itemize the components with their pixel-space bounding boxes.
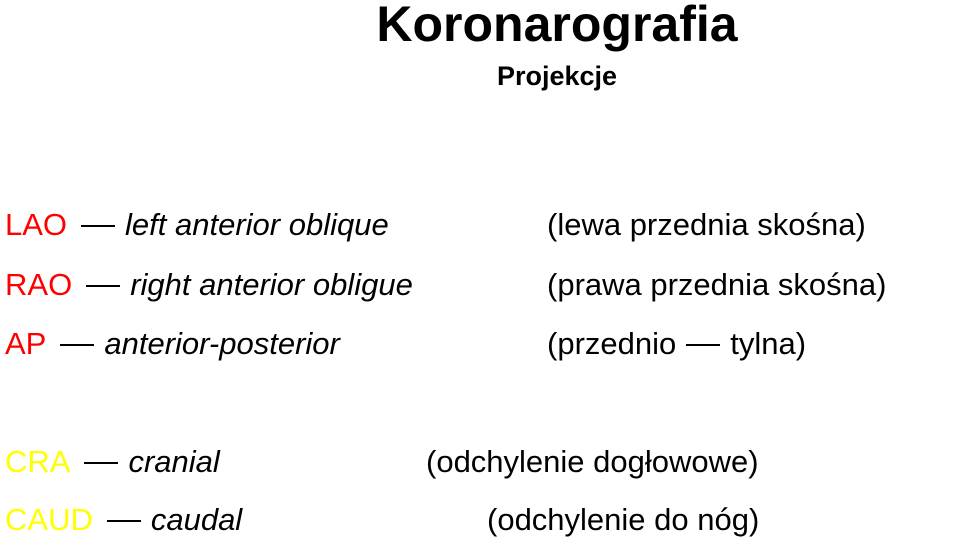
english-term-lao: left anterior oblique	[125, 207, 389, 242]
page-title: Koronarografia	[376, 0, 738, 52]
dash	[81, 225, 115, 227]
abbr-caud: CAUD	[5, 502, 93, 537]
polish-term-lao: (lewa przednia skośna)	[547, 207, 866, 242]
polish-term-caud: (odchylenie do nóg)	[487, 502, 760, 537]
projection-row-rao	[5, 265, 413, 305]
polish-term-cra: (odchylenie dogłowowe)	[426, 444, 759, 479]
english-term-ap: anterior-posterior	[104, 326, 340, 361]
projection-row-ap	[5, 324, 340, 364]
page-subtitle: Projekcje	[496, 61, 618, 91]
polish-term-ap	[547, 324, 806, 364]
abbr-ap: AP	[5, 326, 47, 361]
dash	[84, 462, 118, 464]
angulation-row-caud	[5, 500, 242, 540]
polish-term-ap-part1: (przednio	[547, 326, 677, 361]
polish-term-ap-part2: tylna)	[730, 326, 807, 361]
english-term-cra: cranial	[128, 444, 220, 479]
english-term-rao: right anterior obligue	[130, 267, 413, 302]
abbr-rao: RAO	[5, 267, 73, 302]
angulation-row-cra	[5, 442, 220, 482]
abbr-lao: LAO	[5, 207, 68, 242]
dash	[60, 344, 94, 346]
projection-row-lao	[5, 205, 389, 245]
dash	[686, 344, 720, 346]
dash	[107, 520, 141, 522]
dash	[86, 285, 120, 287]
polish-term-rao: (prawa przednia skośna)	[547, 267, 887, 302]
abbr-cra: CRA	[5, 444, 71, 479]
english-term-caud: caudal	[150, 502, 243, 537]
